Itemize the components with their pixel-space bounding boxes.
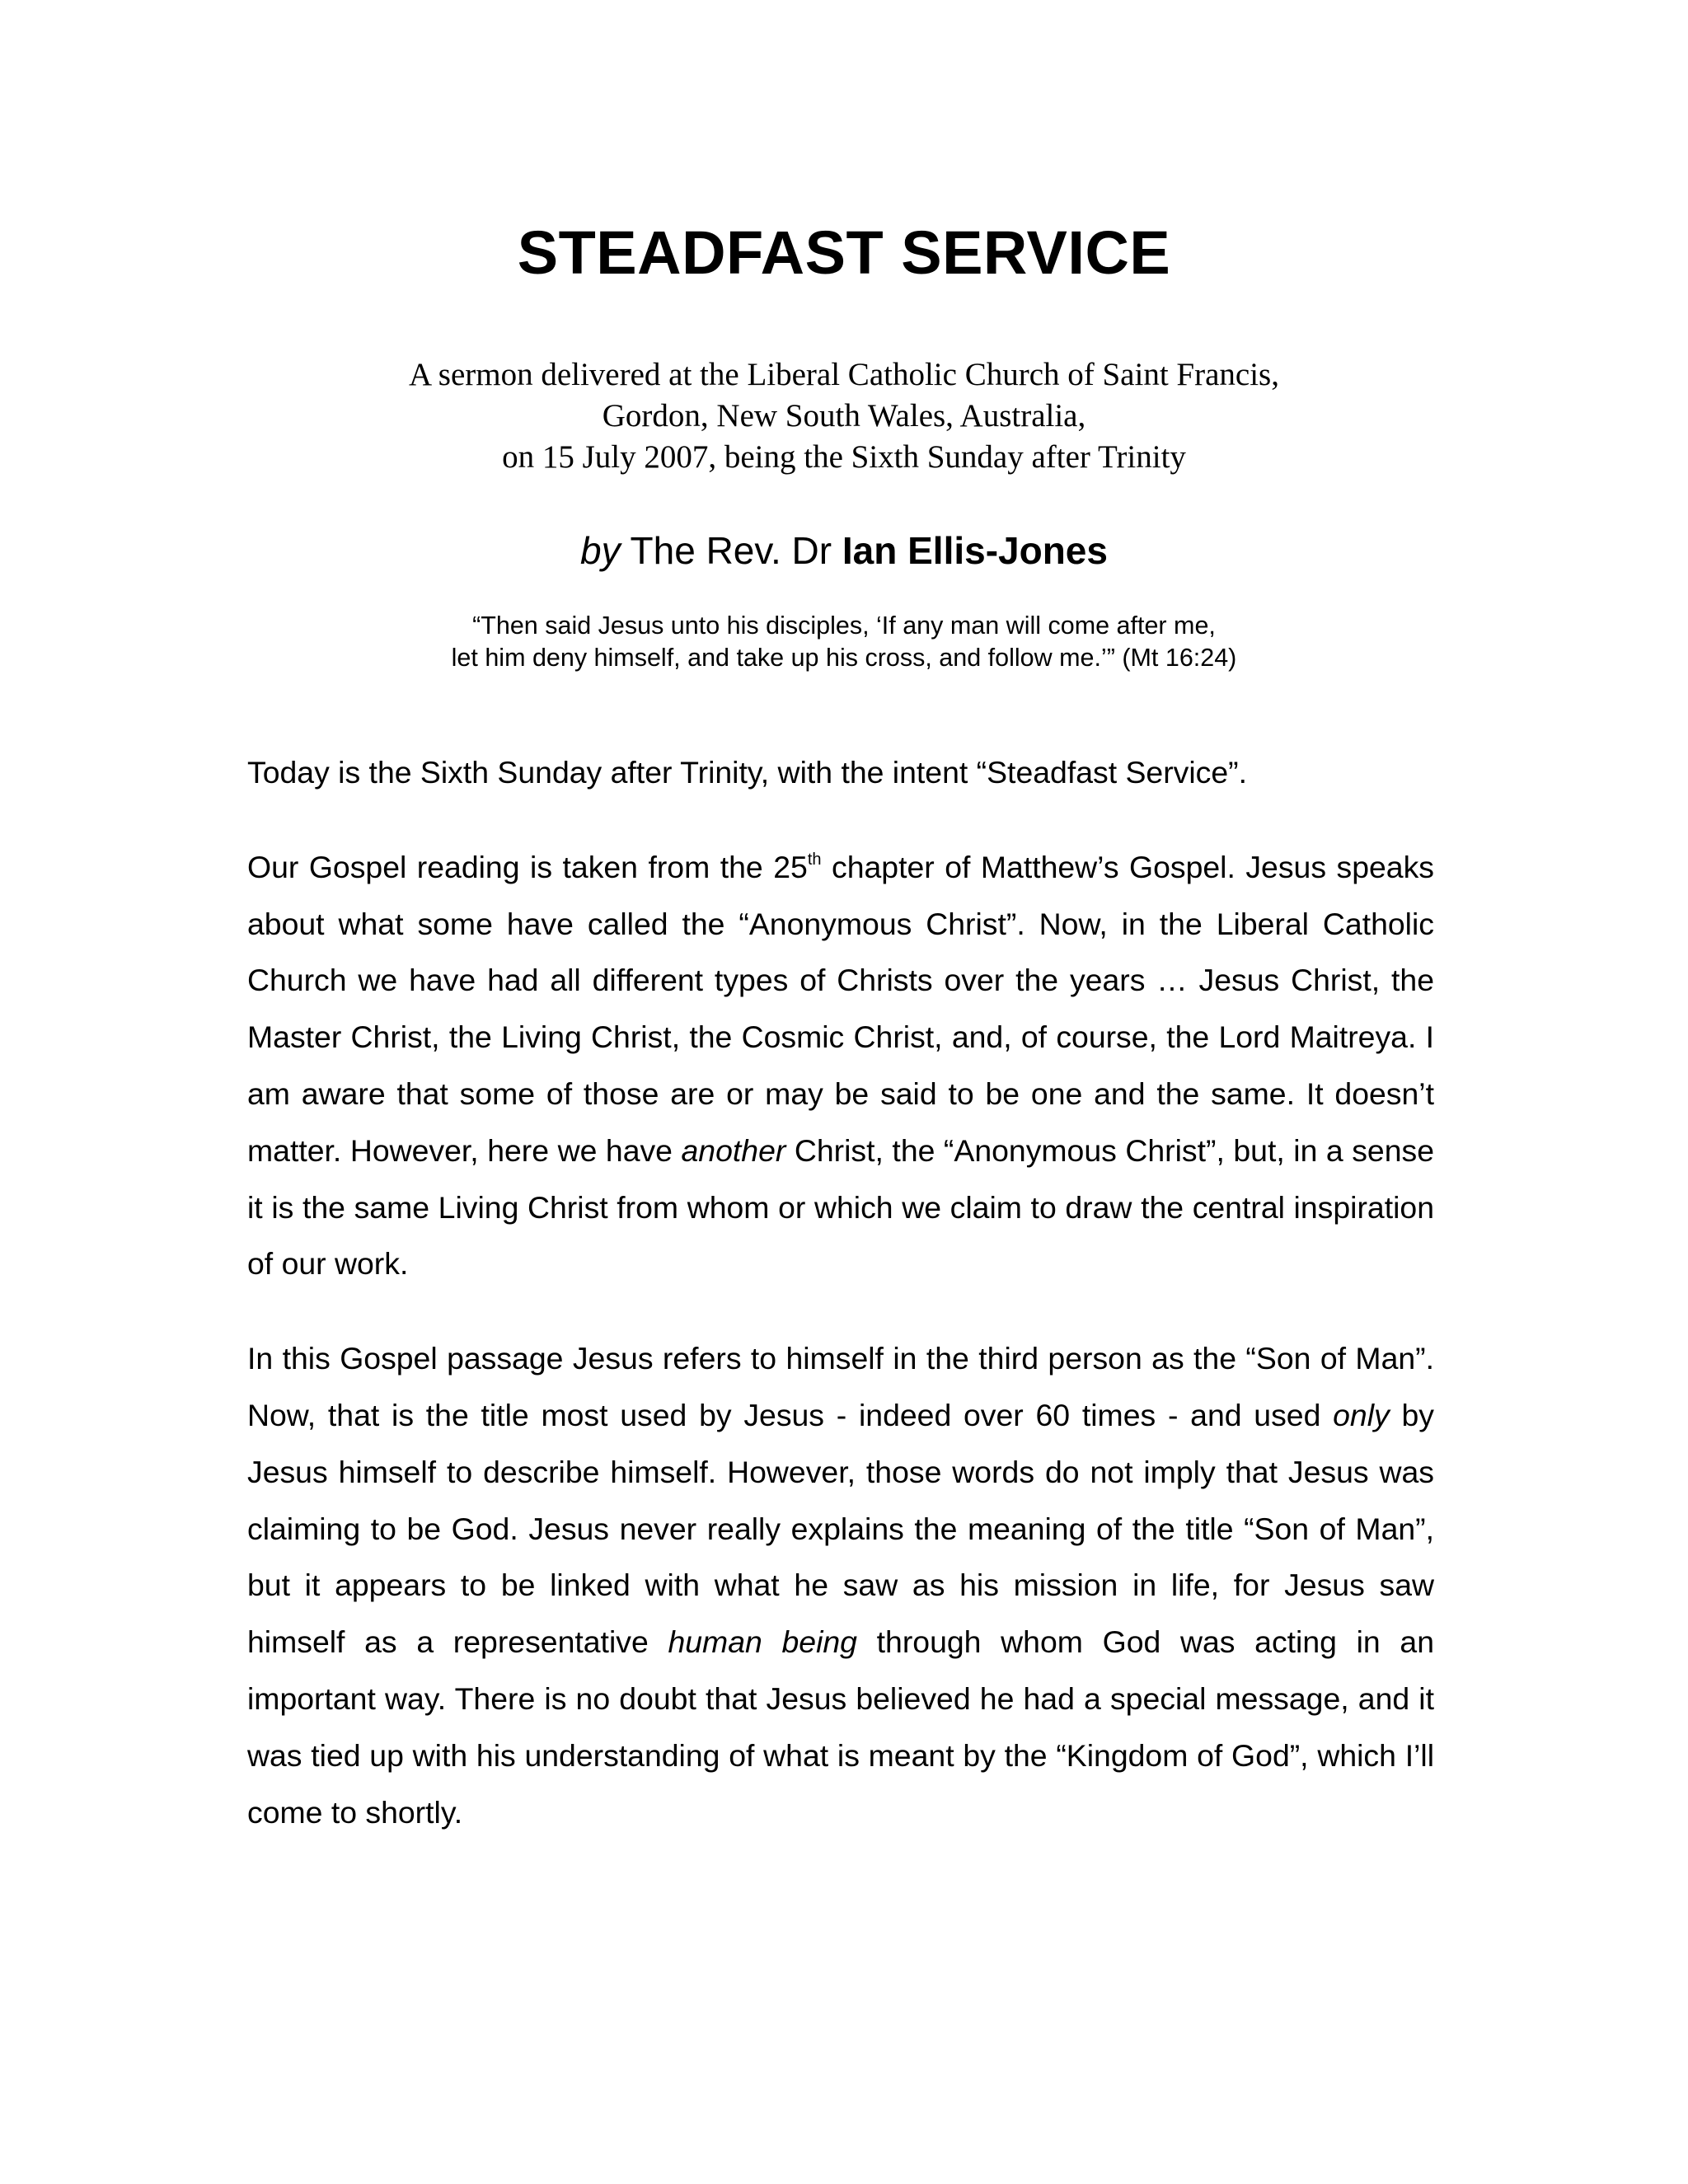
subtitle-line-1: A sermon delivered at the Liberal Catholic Church of Saint Francis, xyxy=(409,357,1279,392)
paragraph-2-text-b: chapter of Matthew’s Gospel. Jesus speaks about what some have called the “Anonymous Christ”. Now, in the Liberal Catholic Church we have had all different types of Christs over the years … Jesus Christ, the Master Christ, the Living Christ, the Cosmic Christ, and, of course, the Lord Maitreya. I am aware that some of those are or may be said to be one and the same. It doesn’t matter. However, here we have xyxy=(247,849,1434,1168)
document-title: STEADFAST SERVICE xyxy=(517,218,1171,287)
sermon-body xyxy=(247,744,1434,1878)
byline-by: by xyxy=(580,529,621,572)
paragraph-2-text-a: Our Gospel reading is taken from the 25 xyxy=(247,849,808,884)
epigraph-quote xyxy=(0,610,1688,674)
epigraph-line-2: let him deny himself, and take up his cross, and follow me.’” (Mt 16:24) xyxy=(451,644,1237,672)
byline-prefix: The Rev. Dr xyxy=(620,529,842,572)
paragraph-son-of-man xyxy=(247,1330,1434,1840)
paragraph-3-text-c: through whom God was acting in an important way. There is no doubt that Jesus believed he had a special message, and it was tied up with his understanding of what is meant by the “Kingdom of God”, which I’ll come to shortly. xyxy=(247,1624,1435,1830)
author-name: Ian Ellis-Jones xyxy=(842,529,1108,572)
epigraph-line-1: “Then said Jesus unto his disciples, ‘If any man will come after me, xyxy=(472,612,1216,640)
paragraph-3-text-b: by Jesus himself to describe himself. However, those words do not imply that Jesus was claiming to be God. Jesus never really explains the meaning of the title “Son of Man”, but it appears to be linked with what he saw as his mission in life, for Jesus saw himself as a representative xyxy=(247,1397,1434,1660)
subtitle-line-2: Gordon, New South Wales, Australia, xyxy=(602,398,1086,434)
ordinal-suffix: th xyxy=(807,850,822,869)
emphasis-only: only xyxy=(1333,1397,1390,1432)
paragraph-3-text-a: In this Gospel passage Jesus refers to himself in the third person as the “Son of Man”. Now, that is the title most used by Jesus - indeed over 60 times - and used xyxy=(247,1341,1434,1432)
sermon-details xyxy=(0,354,1688,478)
paragraph-intro: Today is the Sixth Sunday after Trinity, with the intent “Steadfast Service”. xyxy=(247,755,1248,790)
emphasis-human-being: human being xyxy=(668,1624,857,1660)
paragraph-2-text-c: Christ, the “Anonymous Christ”, but, in a sense it is the same Living Christ from whom or which we claim to draw the central inspiration of our work. xyxy=(247,1132,1434,1282)
byline xyxy=(0,527,1688,574)
paragraph-gospel-reading xyxy=(247,839,1434,1292)
subtitle-line-3: on 15 July 2007, being the Sixth Sunday after Trinity xyxy=(502,439,1186,475)
emphasis-another: another xyxy=(681,1132,786,1168)
